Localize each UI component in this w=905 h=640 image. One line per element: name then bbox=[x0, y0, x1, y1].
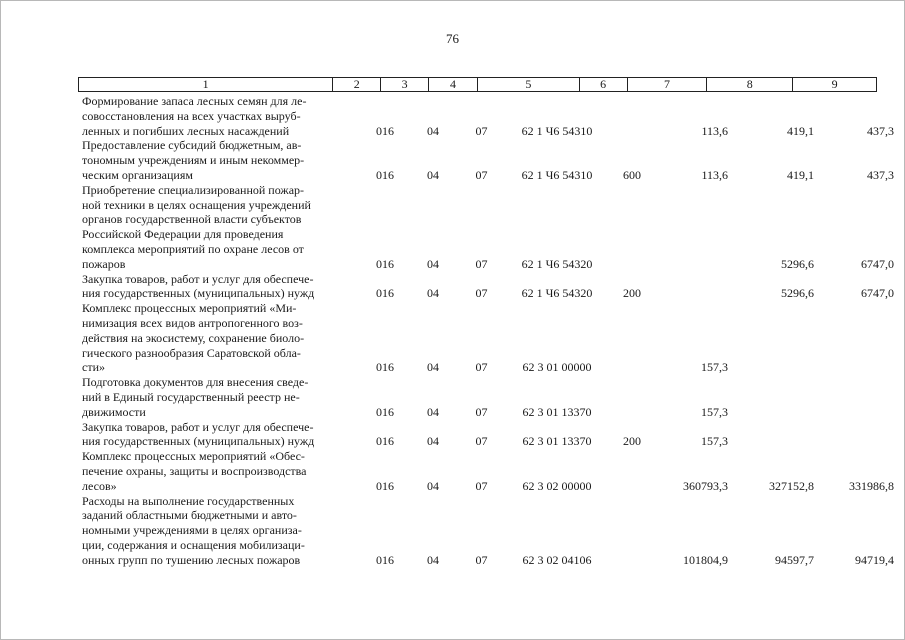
cell-col-7 bbox=[648, 286, 728, 301]
cell-col-7: 157,3 bbox=[701, 360, 728, 375]
cell-col-3: 04 bbox=[427, 360, 439, 375]
cell-col-8: 5296,6 bbox=[781, 286, 814, 301]
cell-col-3: 04 bbox=[427, 404, 439, 419]
description-line: тономным учреждениям и иным некоммер- bbox=[82, 153, 305, 168]
cell-col-9 bbox=[811, 434, 894, 449]
cell-col-4: 07 bbox=[475, 256, 488, 271]
cell-col-5: 62 3 01 13370 bbox=[522, 434, 592, 449]
row-description bbox=[82, 183, 333, 272]
row-values bbox=[333, 286, 894, 301]
row-values bbox=[333, 405, 877, 420]
table-row bbox=[82, 94, 894, 138]
description-line: печение охраны, защиты и воспроизводства bbox=[82, 463, 307, 478]
cell-col-9: 437,3 bbox=[867, 123, 894, 138]
cell-col-8: 419,1 bbox=[787, 123, 814, 138]
table-row bbox=[82, 138, 894, 182]
cell-col-7: 360793,3 bbox=[683, 478, 728, 493]
cell-col-9: 6747,0 bbox=[861, 286, 894, 301]
cell-col-8 bbox=[728, 405, 814, 420]
cell-col-7: 113,6 bbox=[701, 123, 728, 138]
table-row bbox=[82, 493, 894, 568]
row-description bbox=[82, 375, 333, 419]
description-line: Формирование запаса лесных семян для ле- bbox=[82, 94, 307, 108]
row-values bbox=[333, 434, 877, 449]
cell-col-7: 157,3 bbox=[701, 404, 728, 419]
row-values bbox=[333, 123, 894, 139]
description-line: ния государственных (муниципальных) нужд bbox=[82, 434, 315, 449]
cell-col-5: 62 3 02 04106 bbox=[522, 552, 592, 567]
row-values bbox=[333, 360, 877, 375]
table-row bbox=[82, 420, 877, 450]
description-line: совосстановления на всех участках выруб- bbox=[82, 108, 301, 123]
row-description bbox=[82, 494, 333, 568]
cell-col-2: 016 bbox=[376, 360, 394, 375]
cell-col-8: 94597,7 bbox=[775, 552, 814, 567]
cell-col-8 bbox=[728, 434, 814, 449]
row-values bbox=[333, 552, 894, 568]
cell-col-5: 62 3 01 13370 bbox=[522, 404, 592, 419]
cell-col-8 bbox=[728, 360, 814, 375]
cell-col-4: 07 bbox=[475, 360, 488, 375]
table-header bbox=[78, 77, 877, 92]
cell-col-2: 016 bbox=[376, 434, 394, 449]
cell-col-5: 62 3 01 00000 bbox=[522, 360, 592, 375]
cell-col-6: 200 bbox=[623, 286, 641, 301]
description-line: ний в Единый государственный реестр не- bbox=[82, 389, 300, 404]
cell-col-7: 157,3 bbox=[701, 434, 728, 449]
cell-col-8: 327152,8 bbox=[769, 478, 814, 493]
cell-col-5: 62 1 Ч6 54320 bbox=[521, 256, 593, 271]
cell-col-4: 07 bbox=[475, 123, 488, 138]
cell-col-3: 04 bbox=[427, 123, 439, 138]
table-row bbox=[82, 301, 877, 375]
description-line: ческим организациям bbox=[82, 167, 193, 182]
cell-col-3: 04 bbox=[427, 478, 439, 493]
table-body bbox=[82, 94, 894, 568]
cell-col-2: 016 bbox=[376, 478, 394, 493]
cell-col-3: 04 bbox=[427, 167, 439, 182]
page-number: 76 bbox=[446, 31, 459, 46]
cell-col-9 bbox=[811, 360, 894, 375]
description-line: Комплекс процессных мероприятий «Ми- bbox=[82, 301, 297, 316]
description-line: Расходы на выполнение государственных bbox=[82, 493, 295, 508]
column-header-8: 8 bbox=[707, 78, 793, 91]
cell-col-6: 600 bbox=[623, 167, 641, 182]
description-line: онных групп по тушению лесных пожаров bbox=[82, 552, 301, 567]
row-description bbox=[82, 138, 333, 182]
description-line: Российской Федерации для проведения bbox=[82, 227, 284, 242]
column-header-3: 3 bbox=[381, 78, 429, 91]
row-values bbox=[333, 256, 894, 272]
column-header-2: 2 bbox=[333, 78, 381, 91]
description-line: Предоставление субсидий бюджетным, ав- bbox=[82, 138, 302, 153]
cell-col-9: 6747,0 bbox=[861, 256, 894, 271]
cell-col-7: 101804,9 bbox=[683, 552, 728, 567]
cell-col-2: 016 bbox=[376, 167, 394, 182]
cell-col-8: 5296,6 bbox=[781, 256, 814, 271]
column-header-4: 4 bbox=[429, 78, 478, 91]
row-values bbox=[333, 167, 894, 183]
description-line: Закупка товаров, работ и услуг для обеспече- bbox=[82, 419, 314, 434]
cell-col-5: 62 3 02 00000 bbox=[522, 478, 592, 493]
description-line: комплекса мероприятий по охране лесов от bbox=[82, 241, 304, 256]
table-row bbox=[82, 449, 894, 493]
cell-col-4: 07 bbox=[475, 167, 488, 182]
description-line: Подготовка документов для внесения сведе- bbox=[82, 375, 309, 390]
table-row bbox=[82, 182, 894, 272]
description-line: номными учреждениями в целях организа- bbox=[82, 523, 302, 538]
description-line: действия на экосистему, сохранение биоло- bbox=[82, 330, 305, 345]
description-line: движимости bbox=[82, 404, 146, 419]
table-row bbox=[82, 271, 894, 302]
cell-col-7: 113,6 bbox=[701, 167, 728, 182]
description-line: ния государственных (муниципальных) нужд bbox=[82, 286, 315, 301]
cell-col-9: 331986,8 bbox=[849, 478, 894, 493]
description-line: лесов» bbox=[82, 478, 117, 493]
description-line: Приобретение специализированной пожар- bbox=[82, 182, 305, 197]
row-description bbox=[82, 301, 333, 375]
description-line: ции, содержания и оснащения мобилизаци- bbox=[82, 537, 305, 552]
cell-col-5: 62 1 Ч6 54310 bbox=[521, 123, 593, 138]
description-line: гического разнообразия Саратовской обла- bbox=[82, 345, 301, 360]
cell-col-2: 016 bbox=[376, 286, 394, 301]
cell-col-2: 016 bbox=[376, 256, 394, 271]
column-header-9: 9 bbox=[831, 77, 838, 91]
column-header-7: 7 bbox=[628, 78, 708, 91]
cell-col-7 bbox=[648, 257, 728, 272]
cell-col-6: 200 bbox=[623, 434, 641, 449]
cell-col-4: 07 bbox=[475, 478, 488, 493]
column-header-1: 1 bbox=[79, 78, 333, 91]
row-description bbox=[82, 94, 333, 138]
cell-col-2: 016 bbox=[376, 552, 394, 567]
cell-col-3: 04 bbox=[427, 434, 439, 449]
description-line: сти» bbox=[82, 360, 105, 375]
row-description bbox=[82, 420, 333, 450]
cell-col-4: 07 bbox=[475, 404, 488, 419]
description-line: заданий областными бюджетными и авто- bbox=[82, 508, 297, 523]
cell-col-4: 07 bbox=[475, 434, 488, 449]
cell-col-4: 07 bbox=[475, 286, 488, 301]
cell-col-5: 62 1 Ч6 54310 bbox=[521, 167, 593, 182]
cell-col-9 bbox=[811, 405, 894, 420]
cell-col-9: 437,3 bbox=[867, 167, 894, 182]
description-line: ленных и погибших лесных насаждений bbox=[82, 123, 290, 138]
cell-col-3: 04 bbox=[427, 256, 439, 271]
cell-col-5: 62 1 Ч6 54320 bbox=[521, 286, 593, 301]
description-line: Закупка товаров, работ и услуг для обеспече- bbox=[82, 271, 314, 286]
description-line: ной техники в целях оснащения учреждений bbox=[82, 197, 311, 212]
cell-col-2: 016 bbox=[376, 404, 394, 419]
column-header-5: 5 bbox=[478, 78, 580, 91]
cell-col-3: 04 bbox=[427, 552, 439, 567]
row-values bbox=[333, 478, 894, 494]
cell-col-8: 419,1 bbox=[787, 167, 814, 182]
row-description bbox=[82, 449, 333, 493]
cell-col-4: 07 bbox=[475, 552, 488, 567]
row-description bbox=[82, 272, 333, 302]
cell-col-9: 94719,4 bbox=[855, 552, 894, 567]
description-line: Комплекс процессных мероприятий «Обес- bbox=[82, 449, 305, 464]
description-line: пожаров bbox=[82, 256, 126, 271]
table-row bbox=[82, 375, 877, 419]
description-line: нимизация всех видов антропогенного воз- bbox=[82, 315, 303, 330]
cell-col-2: 016 bbox=[376, 123, 394, 138]
column-header-6: 6 bbox=[580, 78, 628, 91]
description-line: органов государственной власти субъектов bbox=[82, 212, 302, 227]
cell-col-3: 04 bbox=[427, 286, 439, 301]
